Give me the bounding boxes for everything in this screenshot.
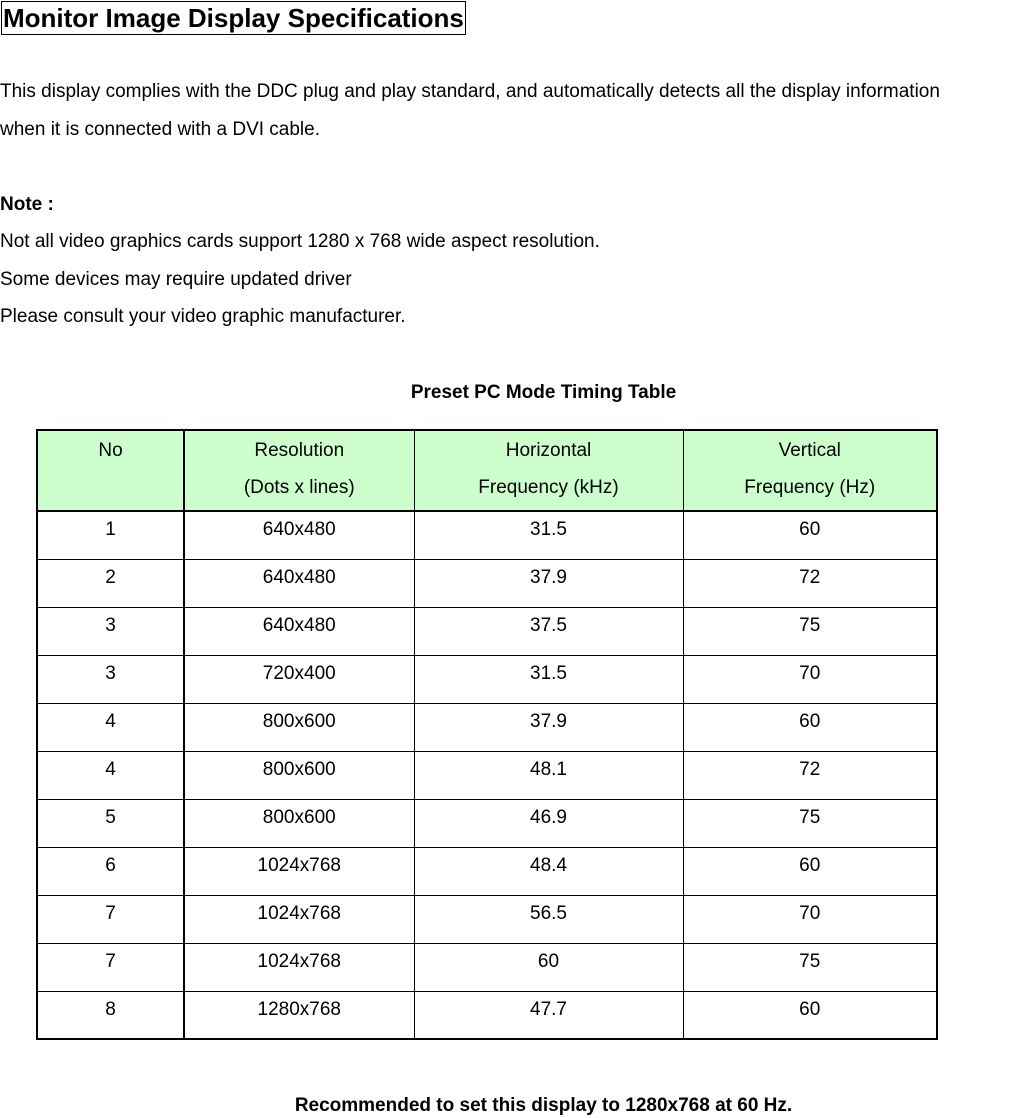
- header-resolution: [184, 430, 414, 511]
- cell-no: 2: [37, 559, 184, 607]
- cell-vertical: 72: [683, 559, 937, 607]
- cell-horizontal: 37.9: [414, 703, 683, 751]
- cell-horizontal: 56.5: [414, 895, 683, 943]
- cell-vertical: 60: [683, 991, 937, 1039]
- cell-vertical: 60: [683, 847, 937, 895]
- cell-horizontal: 48.4: [414, 847, 683, 895]
- table-row: [37, 991, 937, 1039]
- cell-vertical: 75: [683, 799, 937, 847]
- cell-horizontal: 47.7: [414, 991, 683, 1039]
- timing-table: [36, 429, 938, 1040]
- cell-no: 6: [37, 847, 184, 895]
- table-row: [37, 895, 937, 943]
- cell-no: 3: [37, 607, 184, 655]
- table-title: Preset PC Mode Timing Table: [410, 382, 677, 403]
- cell-resolution: 1024x768: [184, 847, 414, 895]
- cell-horizontal: 48.1: [414, 751, 683, 799]
- note-line-2: Some devices may require updated driver: [0, 269, 352, 290]
- cell-no: 4: [37, 751, 184, 799]
- cell-horizontal: 31.5: [414, 511, 683, 559]
- cell-resolution: 640x480: [184, 511, 414, 559]
- cell-resolution: 800x600: [184, 703, 414, 751]
- header-horizontal: [414, 430, 683, 511]
- note-line-3: Please consult your video graphic manufacturer.: [0, 306, 406, 327]
- cell-horizontal: 37.9: [414, 559, 683, 607]
- header-horizontal-line2: Frequency (kHz): [478, 477, 619, 498]
- table-header-row: [37, 430, 937, 511]
- cell-resolution: 1024x768: [184, 895, 414, 943]
- page-title: Monitor Image Display Specifications: [3, 3, 464, 33]
- header-horizontal-line1: Horizontal: [505, 440, 592, 461]
- cell-vertical: 70: [683, 895, 937, 943]
- table-row: [37, 559, 937, 607]
- cell-no: 4: [37, 703, 184, 751]
- cell-no: 5: [37, 799, 184, 847]
- table-row: [37, 655, 937, 703]
- cell-vertical: 72: [683, 751, 937, 799]
- cell-vertical: 70: [683, 655, 937, 703]
- header-no: [37, 430, 184, 511]
- cell-resolution: 640x480: [184, 559, 414, 607]
- cell-resolution: 800x600: [184, 799, 414, 847]
- cell-no: 7: [37, 895, 184, 943]
- cell-resolution: 720x400: [184, 655, 414, 703]
- header-vertical-line2: Frequency (Hz): [744, 477, 876, 498]
- table-row: [37, 799, 937, 847]
- table-row: [37, 943, 937, 991]
- table-row: [37, 511, 937, 559]
- header-no-label: No: [98, 440, 123, 461]
- cell-no: 7: [37, 943, 184, 991]
- header-vertical-line1: Vertical: [778, 440, 841, 461]
- cell-no: 3: [37, 655, 184, 703]
- intro-line-2: when it is connected with a DVI cable.: [0, 119, 321, 140]
- table-row: [37, 607, 937, 655]
- cell-vertical: 75: [683, 607, 937, 655]
- cell-horizontal: 37.5: [414, 607, 683, 655]
- table-row: [37, 703, 937, 751]
- note-line-1: Not all video graphics cards support 1280 x 768 wide aspect resolution.: [0, 231, 600, 252]
- cell-horizontal: 31.5: [414, 655, 683, 703]
- cell-resolution: 1280x768: [184, 991, 414, 1039]
- cell-vertical: 75: [683, 943, 937, 991]
- header-resolution-line1: Resolution: [254, 440, 345, 461]
- table-row: [37, 847, 937, 895]
- cell-horizontal: 46.9: [414, 799, 683, 847]
- header-vertical: [683, 430, 937, 511]
- cell-resolution: 640x480: [184, 607, 414, 655]
- cell-no: 1: [37, 511, 184, 559]
- intro-line-1: This display complies with the DDC plug and play standard, and automatically detects all the display information: [0, 81, 940, 102]
- note-heading: Note :: [0, 194, 54, 215]
- cell-horizontal: 60: [414, 943, 683, 991]
- cell-vertical: 60: [683, 703, 937, 751]
- table-row: [37, 751, 937, 799]
- cell-no: 8: [37, 991, 184, 1039]
- header-resolution-line2: (Dots x lines): [243, 477, 355, 498]
- cell-resolution: 1024x768: [184, 943, 414, 991]
- cell-vertical: 60: [683, 511, 937, 559]
- cell-resolution: 800x600: [184, 751, 414, 799]
- recommendation-text: Recommended to set this display to 1280x768 at 60 Hz.: [294, 1095, 793, 1116]
